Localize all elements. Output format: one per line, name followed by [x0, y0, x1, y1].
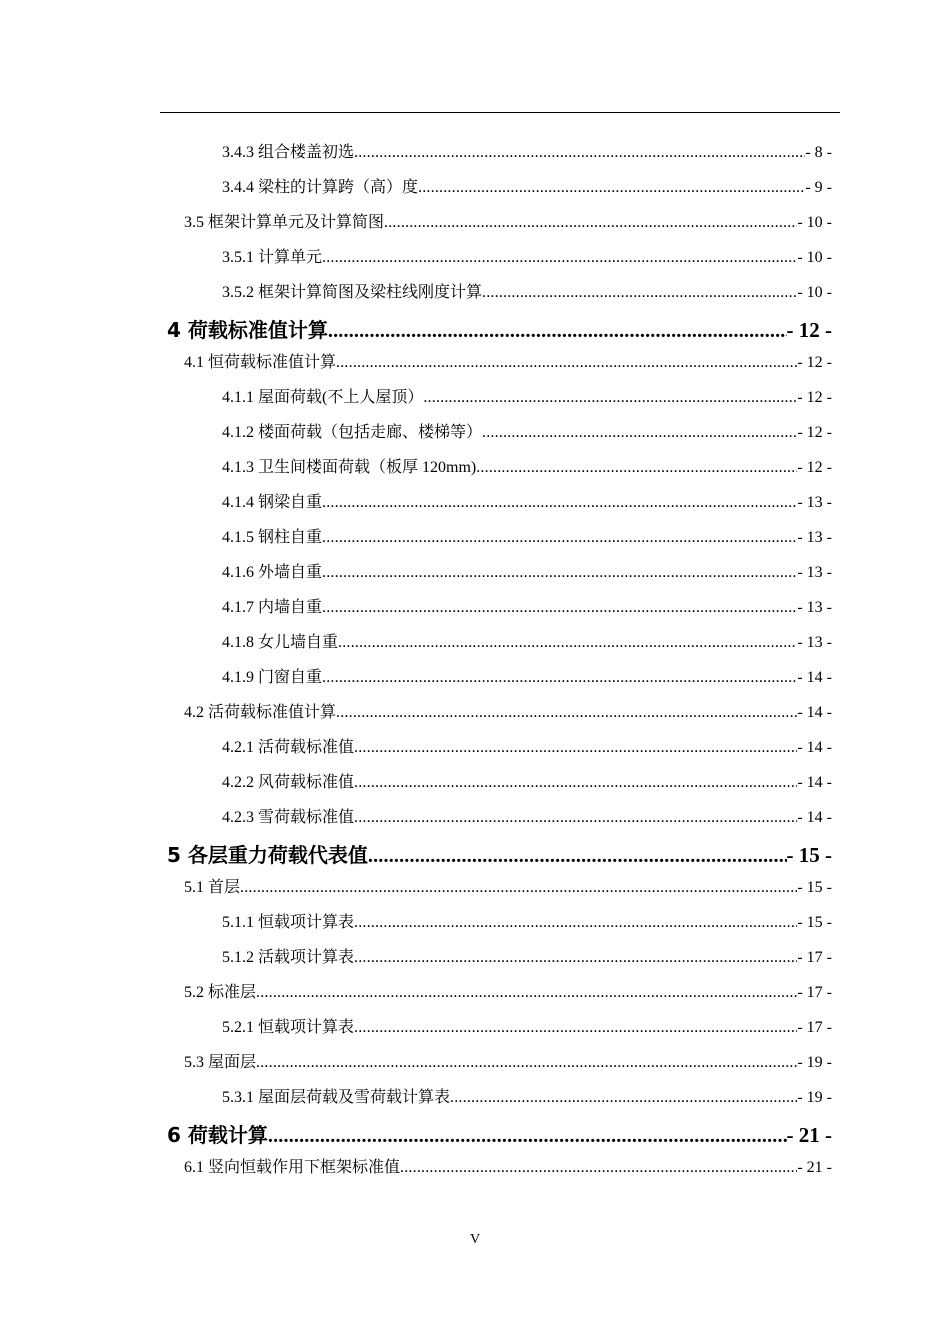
toc-entry-title: 4.1.1 屋面荷载(不上人屋顶） — [222, 389, 424, 406]
toc-entry[interactable] — [222, 559, 832, 582]
toc-entry-title: 5.3 屋面层 — [184, 1054, 257, 1071]
toc-entry-title: 4.1.9 门窗自重 — [222, 669, 323, 686]
toc-entry[interactable] — [222, 734, 832, 757]
toc-entry-page: - 12 - — [786, 318, 832, 342]
toc-entry[interactable] — [222, 909, 832, 932]
toc-entry-page: - 13 - — [797, 529, 832, 546]
toc-dot-leader — [336, 704, 797, 722]
toc-entry-page: - 19 - — [797, 1089, 832, 1106]
toc-entry-page: - 17 - — [797, 949, 832, 966]
toc-entry-page: - 17 - — [797, 1019, 832, 1036]
toc-entry-title: 5.2.1 恒载项计算表 — [222, 1019, 355, 1036]
toc-entry[interactable] — [222, 944, 832, 967]
header-rule — [160, 112, 840, 113]
toc-entry-title: 5.3.1 屋面层荷载及雪荷载计算表 — [222, 1089, 451, 1106]
toc-entry-title: 4.1 恒荷载标准值计算 — [184, 354, 337, 371]
toc-dot-leader — [322, 564, 797, 582]
toc-dot-leader — [328, 320, 787, 343]
toc-entry-page: - 12 - — [797, 459, 832, 476]
toc-entry-page: - 15 - — [786, 843, 832, 867]
toc-entry-title: 3.5 框架计算单元及计算简图 — [184, 214, 385, 231]
toc-entry[interactable] — [167, 1119, 832, 1148]
toc-entry-title: 3.5.2 框架计算简图及梁柱线刚度计算 — [222, 284, 483, 301]
toc-entry-page: - 21 - — [786, 1123, 832, 1147]
toc-entry-title: 4.2.1 活荷载标准值 — [222, 739, 355, 756]
toc-entry[interactable] — [184, 1049, 832, 1072]
toc-dot-leader — [336, 354, 797, 372]
toc-entry-page: - 10 - — [797, 284, 832, 301]
toc-dot-leader — [482, 424, 797, 442]
toc-dot-leader — [400, 1159, 797, 1177]
toc-entry-title: 4.2.3 雪荷载标准值 — [222, 809, 355, 826]
toc-dot-leader — [418, 179, 805, 197]
toc-entry-title: 6 荷载计算 — [167, 1123, 268, 1147]
toc-entry-page: - 17 - — [797, 984, 832, 1001]
toc-entry[interactable] — [184, 874, 832, 897]
toc-entry-page: - 14 - — [797, 704, 832, 721]
toc-dot-leader — [384, 214, 797, 232]
toc-entry-title: 4 荷载标准值计算 — [167, 318, 328, 342]
toc-entry[interactable] — [184, 209, 832, 232]
toc-entry-page: - 10 - — [797, 249, 832, 266]
toc-entry[interactable] — [222, 1014, 832, 1037]
toc-entry-page: - 13 - — [797, 599, 832, 616]
toc-dot-leader — [322, 529, 797, 547]
toc-dot-leader — [322, 249, 797, 267]
toc-entry[interactable] — [222, 139, 832, 162]
toc-entry-page: - 15 - — [797, 879, 832, 896]
toc-entry-page: - 10 - — [797, 214, 832, 231]
toc-entry[interactable] — [222, 279, 832, 302]
toc-entry[interactable] — [167, 314, 832, 343]
toc-entry[interactable] — [184, 979, 832, 1002]
toc-entry-title: 4.1.8 女儿墙自重 — [222, 634, 339, 651]
toc-entry[interactable] — [222, 524, 832, 547]
toc-dot-leader — [423, 389, 797, 407]
toc-entry-title: 4.1.4 钢梁自重 — [222, 494, 323, 511]
toc-entry-page: - 15 - — [797, 914, 832, 931]
toc-dot-leader — [354, 774, 797, 792]
toc-entry-title: 4.1.6 外墙自重 — [222, 564, 323, 581]
toc-entry-page: - 13 - — [797, 634, 832, 651]
toc-entry-page: - 21 - — [797, 1159, 832, 1176]
toc-dot-leader — [354, 914, 797, 932]
toc-entry-page: - 8 - — [805, 144, 832, 161]
toc-entry-title: 5.1.1 恒载项计算表 — [222, 914, 355, 931]
toc-entry[interactable] — [222, 174, 832, 197]
toc-entry-page: - 14 - — [797, 774, 832, 791]
toc-dot-leader — [322, 494, 797, 512]
toc-entry-page: - 12 - — [797, 389, 832, 406]
toc-entry-page: - 14 - — [797, 809, 832, 826]
toc-entry-title: 4.1.3 卫生间楼面荷载（板厚 120mm) — [222, 459, 477, 476]
toc-dot-leader — [450, 1089, 797, 1107]
toc-entry-page: - 9 - — [805, 179, 832, 196]
toc-dot-leader — [268, 1125, 787, 1148]
toc-dot-leader — [256, 984, 797, 1002]
toc-entry-page: - 14 - — [797, 669, 832, 686]
toc-entry[interactable] — [184, 1154, 832, 1177]
toc-entry-title: 3.4.4 梁柱的计算跨（高）度 — [222, 179, 419, 196]
toc-entry[interactable] — [222, 664, 832, 687]
toc-entry[interactable] — [222, 769, 832, 792]
toc-entry[interactable] — [222, 454, 832, 477]
toc-entry-page: - 13 - — [797, 564, 832, 581]
toc-entry[interactable] — [222, 384, 832, 407]
toc-entry-page: - 14 - — [797, 739, 832, 756]
toc-dot-leader — [322, 669, 797, 687]
toc-entry[interactable] — [184, 699, 832, 722]
toc-entry-title: 5.1 首层 — [184, 879, 241, 896]
toc-entry[interactable] — [222, 594, 832, 617]
toc-entry-title: 5.2 标准层 — [184, 984, 257, 1001]
toc-entry-title: 4.1.2 楼面荷载（包括走廊、楼梯等） — [222, 424, 483, 441]
toc-dot-leader — [354, 949, 797, 967]
toc-entry[interactable] — [184, 349, 832, 372]
toc-dot-leader — [338, 634, 797, 652]
toc-entry[interactable] — [222, 419, 832, 442]
toc-entry-page: - 12 - — [797, 424, 832, 441]
toc-dot-leader — [322, 599, 797, 617]
toc-entry-title: 6.1 竖向恒载作用下框架标准值 — [184, 1159, 401, 1176]
toc-dot-leader — [368, 845, 787, 868]
toc-entry[interactable] — [222, 804, 832, 827]
toc-dot-leader — [354, 809, 797, 827]
toc-dot-leader — [240, 879, 797, 897]
toc-dot-leader — [482, 284, 797, 302]
toc-entry-title: 4.1.7 内墙自重 — [222, 599, 323, 616]
toc-entry-page: - 19 - — [797, 1054, 832, 1071]
toc-entry-title: 4.2.2 风荷载标准值 — [222, 774, 355, 791]
toc-entry-page: - 13 - — [797, 494, 832, 511]
toc-entry-title: 5.1.2 活载项计算表 — [222, 949, 355, 966]
toc-dot-leader — [476, 459, 797, 477]
toc-entry[interactable] — [222, 629, 832, 652]
toc-entry-title: 4.2 活荷载标准值计算 — [184, 704, 337, 721]
toc-dot-leader — [354, 739, 797, 757]
toc-entry-title: 5 各层重力荷载代表值 — [167, 843, 368, 867]
toc-dot-leader — [354, 144, 805, 162]
toc-entry[interactable] — [222, 244, 832, 267]
toc-dot-leader — [256, 1054, 797, 1072]
toc-entry[interactable] — [222, 489, 832, 512]
toc-entry[interactable] — [167, 839, 832, 868]
toc-dot-leader — [354, 1019, 797, 1037]
toc-entry-page: - 12 - — [797, 354, 832, 371]
page-number: V — [469, 1232, 481, 1247]
toc-entry-title: 3.5.1 计算单元 — [222, 249, 323, 266]
toc-entry[interactable] — [222, 1084, 832, 1107]
toc-entry-title: 3.4.3 组合楼盖初选 — [222, 144, 355, 161]
toc-entry-title: 4.1.5 钢柱自重 — [222, 529, 323, 546]
